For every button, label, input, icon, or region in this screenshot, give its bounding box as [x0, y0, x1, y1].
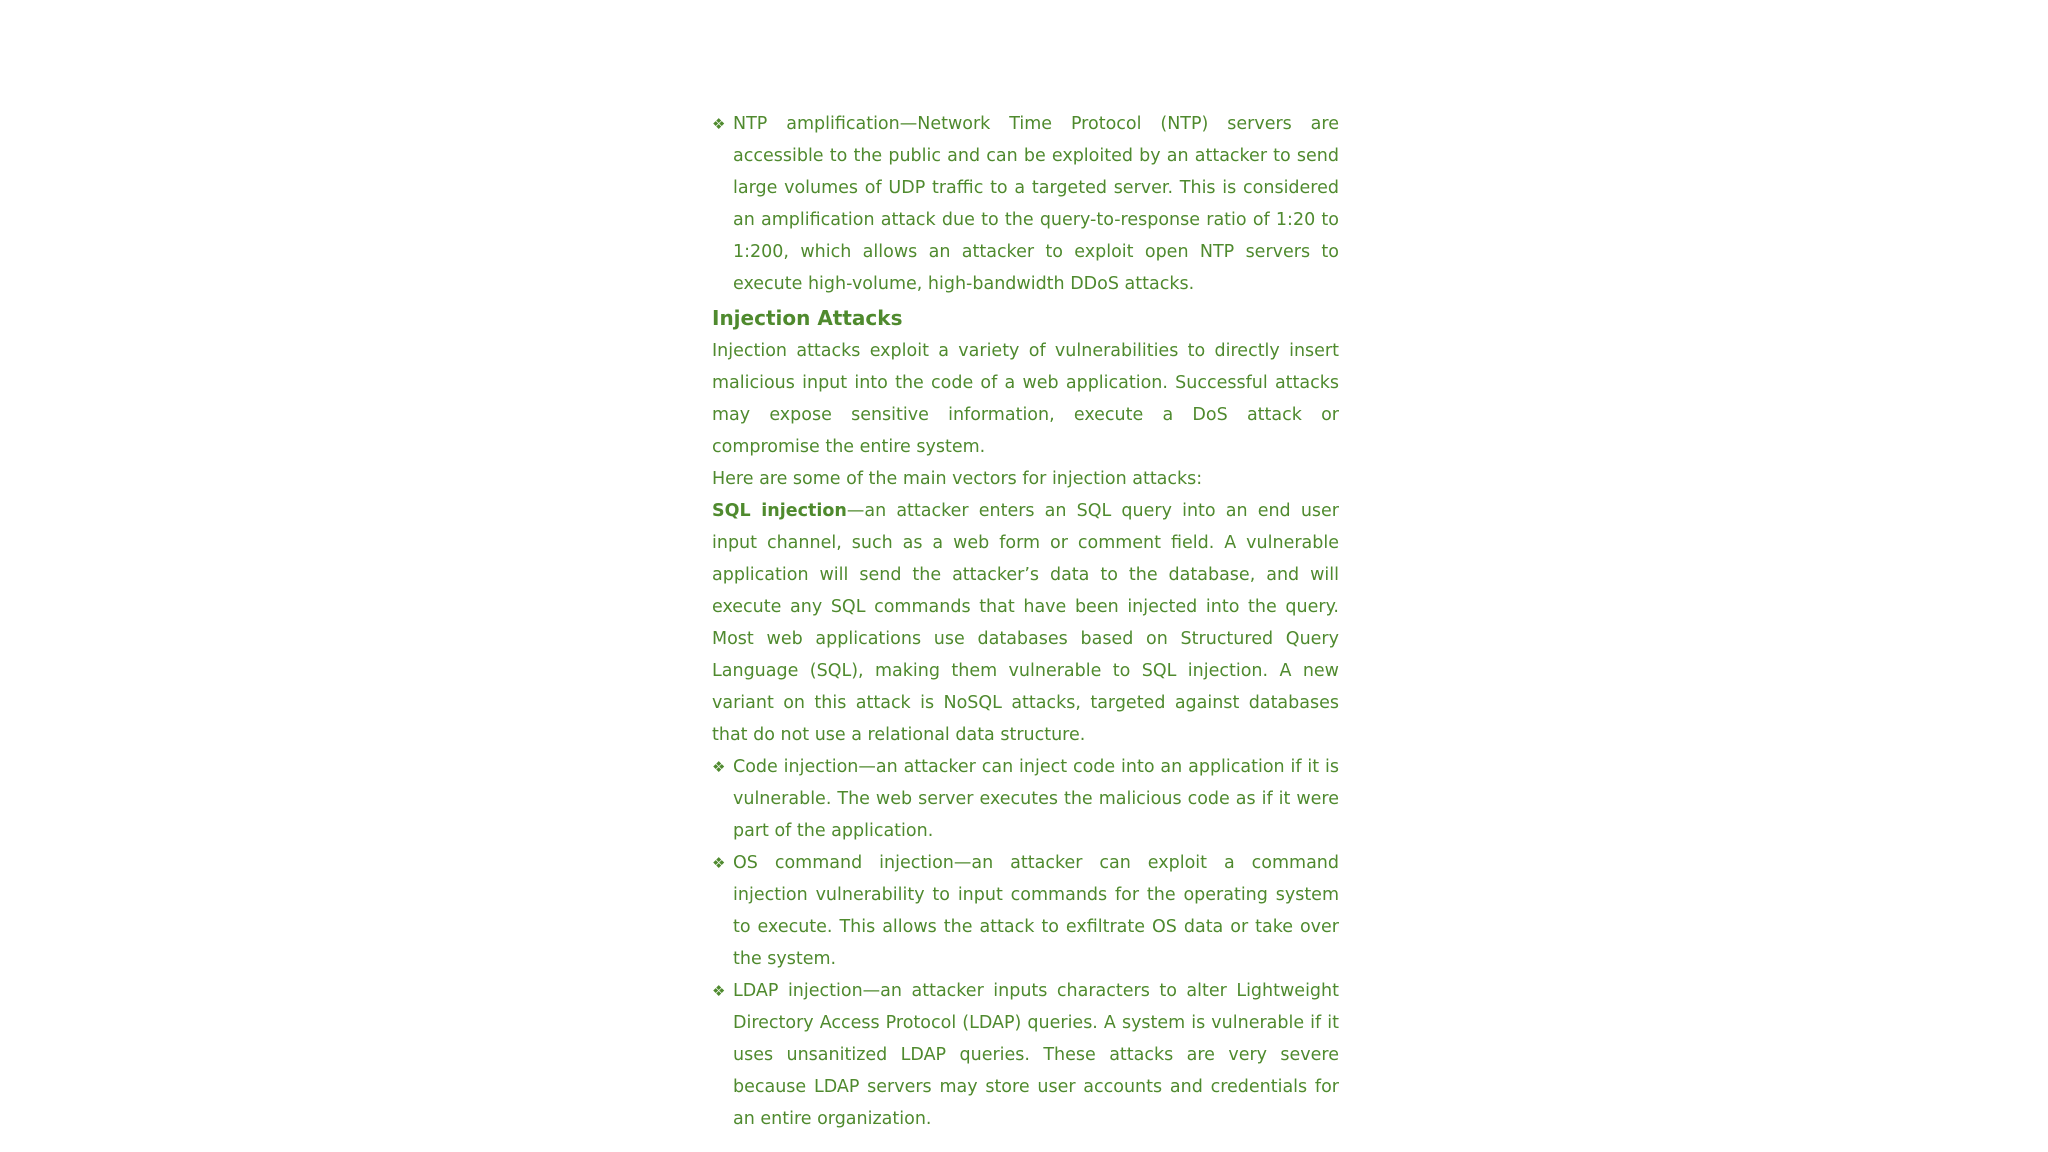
bullet-text: Code injection—an attacker can inject code into an application if it is vulnerable. The web server executes the malicious code as if it were part of the application. — [733, 757, 1339, 841]
ldap-injection-bullet — [712, 975, 1339, 1135]
vectors-intro-paragraph: Here are some of the main vectors for injection attacks: — [712, 469, 1203, 489]
document-page — [712, 108, 1339, 1135]
sql-injection-text: —an attacker enters an SQL query into an end user input channel, such as a web form or comment field. A vulnerable application will send the attacker’s data to the database, and will execute any SQL commands that have been injected into the query. Most web applications use databases based on Structured Query Language (SQL), making them vulnerable to SQL injection. A new variant on this attack is NoSQL attacks, targeted against databases that do not use a relational data structure. — [712, 501, 1339, 745]
bullet-text: NTP amplification—Network Time Protocol (NTP) servers are accessible to the public and can be exploited by an attacker to send large volumes of UDP traffic to a targeted server. This is considered an amplification attack due to the query-to-response ratio of 1:20 to 1:200, which allows an attacker to exploit open NTP servers to execute high-volume, high-bandwidth DDoS attacks. — [733, 114, 1339, 294]
section-heading: Injection Attacks — [712, 306, 903, 330]
diamond-bullet-icon: ❖ — [712, 758, 726, 776]
intro-paragraph: Injection attacks exploit a variety of vulnerabilities to directly insert malicious input into the code of a web application. Successful attacks may expose sensitive information, execute a DoS attack or compromise the entire system. — [712, 341, 1339, 457]
sql-injection-term: SQL injection — [712, 501, 847, 521]
os-command-injection-bullet — [712, 847, 1339, 975]
code-injection-bullet — [712, 751, 1339, 847]
diamond-bullet-icon: ❖ — [712, 854, 726, 872]
diamond-bullet-icon: ❖ — [712, 982, 726, 1000]
bullet-text: OS command injection—an attacker can exploit a command injection vulnerability to input commands for the operating system to execute. This allows the attack to exfiltrate OS data or take over the system. — [733, 853, 1339, 969]
ntp-amplification-bullet — [712, 108, 1339, 300]
bullet-text: LDAP injection—an attacker inputs characters to alter Lightweight Directory Access Protocol (LDAP) queries. A system is vulnerable if it uses unsanitized LDAP queries. These attacks are very severe because LDAP servers may store user accounts and credentials for an entire organization. — [733, 981, 1339, 1129]
diamond-bullet-icon: ❖ — [712, 115, 726, 133]
sql-injection-paragraph — [712, 495, 1339, 751]
